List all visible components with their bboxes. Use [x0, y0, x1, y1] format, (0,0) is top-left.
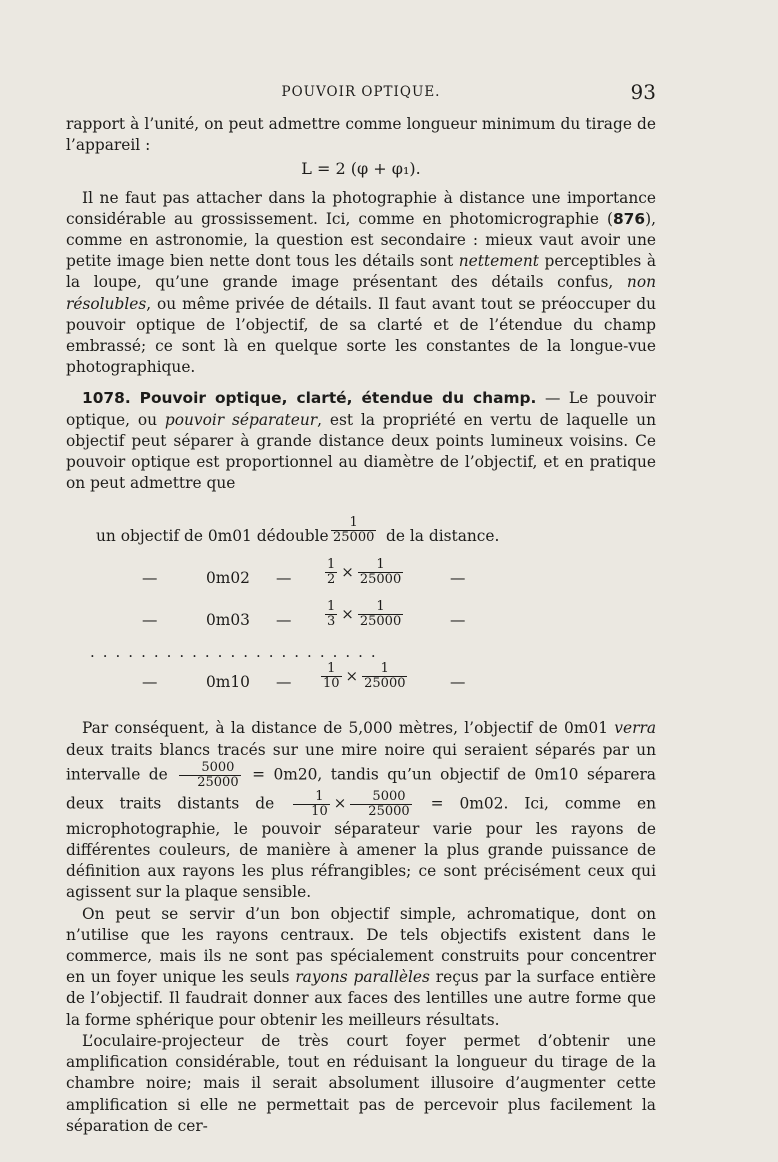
- p2-text-a: Il ne faut pas attacher dans la photographie à distance une importance considérable au grossissement. Ici, comme en photomicrographie (: [66, 188, 656, 228]
- formula-length: L = 2 (φ + φ₁).: [301, 159, 421, 179]
- row1-suffix: de la distance.: [386, 527, 500, 546]
- fraction-a: $\frac{1}{2}$: [327, 557, 336, 588]
- table-row: [96, 516, 566, 558]
- row1-prefix: un objectif de 0m01 dédouble: [96, 527, 329, 546]
- italic-rayons-paralleles: rayons parallèles: [295, 968, 430, 987]
- section-heading: 1078. Pouvoir optique, clarté, étendue du champ.: [82, 389, 537, 408]
- table-row: — 0m10 — $\frac{1}{10}$ × $\frac{1}{25000}$ —: [96, 662, 566, 704]
- italic-verra: verra: [614, 719, 656, 738]
- fraction-a: $\frac{1}{3}$: [327, 599, 336, 630]
- italic-pouvoir-separateur: pouvoir séparateur: [164, 410, 318, 429]
- dotted-separator: .......................: [90, 643, 384, 662]
- table-row: — 0m02 — $\frac{1}{2}$ × $\frac{1}{25000}$ —: [96, 558, 566, 600]
- row1-fraction: $\frac{1}{25000}$: [333, 515, 375, 546]
- fraction-tenth: $\frac{1}{10}$: [293, 790, 330, 819]
- paragraph-1: rapport à l’unité, on peut admettre comme longueur minimum du tirage de l’appareil :: [66, 115, 656, 155]
- page-body: [66, 114, 656, 1137]
- fraction-interval: $\frac{5000}{25000}$: [179, 761, 240, 790]
- page-header: [66, 80, 656, 104]
- row-value: 0m03: [206, 611, 250, 630]
- row-value: 0m10: [206, 673, 250, 692]
- italic-nettement: nettement: [458, 252, 539, 271]
- paragraph-3: [66, 388, 656, 494]
- page-number: 93: [630, 80, 656, 104]
- fraction-b: $\frac{1}{25000}$: [364, 661, 406, 692]
- p2-text-c: perceptibles à la loupe, qu’une grande image présentant des détails confus,: [66, 252, 656, 292]
- fraction-a: $\frac{1}{10}$: [323, 661, 340, 692]
- paragraph-2: [66, 188, 656, 379]
- paragraph-6: L’oculaire-projecteur de très court foyer permet d’obtenir une amplification considérable, tout en réduisant la longueur du tirage de la chambre noire; mais il serait absolument illusoire d’augmenter cette amplification si elle ne permettait pas de percevoir plus facilement la séparation de cer-: [66, 1031, 656, 1135]
- separation-table: [90, 515, 566, 704]
- paragraph-4: Par conséquent, à la distance de 5,000 mètres, l’objectif de 0m01 verra deux traits blancs tracés sur une mire noire qui seraient séparés par un intervalle de $\frac{5000}{25000}$ = 0m20, tandis qu’un objectif de 0m10 séparera deux traits distants de $\frac{1}{10}$ × $\frac{5000}{25000}$ = 0m02. Ici, comme en microphotographie, le pouvoir séparateur varie pour les rayons de différentes couleurs, de manière à amener la plus grande puissance de définition aux rayons les plus réfrangibles; ce sont précisément ceux qui agissent sur la plaque sensible.: [66, 719, 656, 902]
- fraction-interval-2: $\frac{5000}{25000}$: [350, 790, 411, 819]
- table-row: — 0m03 — $\frac{1}{3}$ × $\frac{1}{25000}$ —: [96, 600, 566, 642]
- section-reference: 876: [612, 209, 646, 228]
- running-title: POUVOIR OPTIQUE.: [281, 84, 441, 100]
- fraction-b: $\frac{1}{25000}$: [359, 599, 402, 630]
- p2-text-b: ), comme en astronomie, la question est secondaire : mieux vaut avoir une petite image bien nette dont tous les détails sont: [66, 209, 656, 271]
- italic-non-resolubles: non résolubles: [66, 273, 656, 313]
- p3-text-b: , est la propriété en vertu de laquelle un objectif peut séparer à grande distance deux points lumineux voisins. Ce pouvoir optique est proportionnel au diamètre de l’objectif, et en pratique on peut admettre que: [66, 410, 657, 493]
- p3-text-a: — Le pouvoir optique, ou: [66, 389, 656, 429]
- p2-text-d: , ou même privée de détails. Il faut avant tout se préoccuper du pouvoir optique de l’objectif, de sa clarté et de l’étendue du champ embrassé; ce sont là en quelque sorte les constantes de la longue-vue photographique.: [66, 294, 656, 377]
- fraction-b: $\frac{1}{25000}$: [359, 557, 402, 588]
- paragraph-5: On peut se servir d’un bon objectif simple, achromatique, dont on n’utilise que les rayons centraux. De tels objectifs existent dans le commerce, mais ils ne sont pas spécialement construits pour concentrer en un foyer unique les seuls rayons parallèles reçus par la surface entière de l’objectif. Il faudrait donner aux faces des lentilles une autre forme que la forme sphérique pour obtenir les meilleurs résultats.: [66, 904, 656, 1029]
- row-value: 0m02: [206, 569, 250, 588]
